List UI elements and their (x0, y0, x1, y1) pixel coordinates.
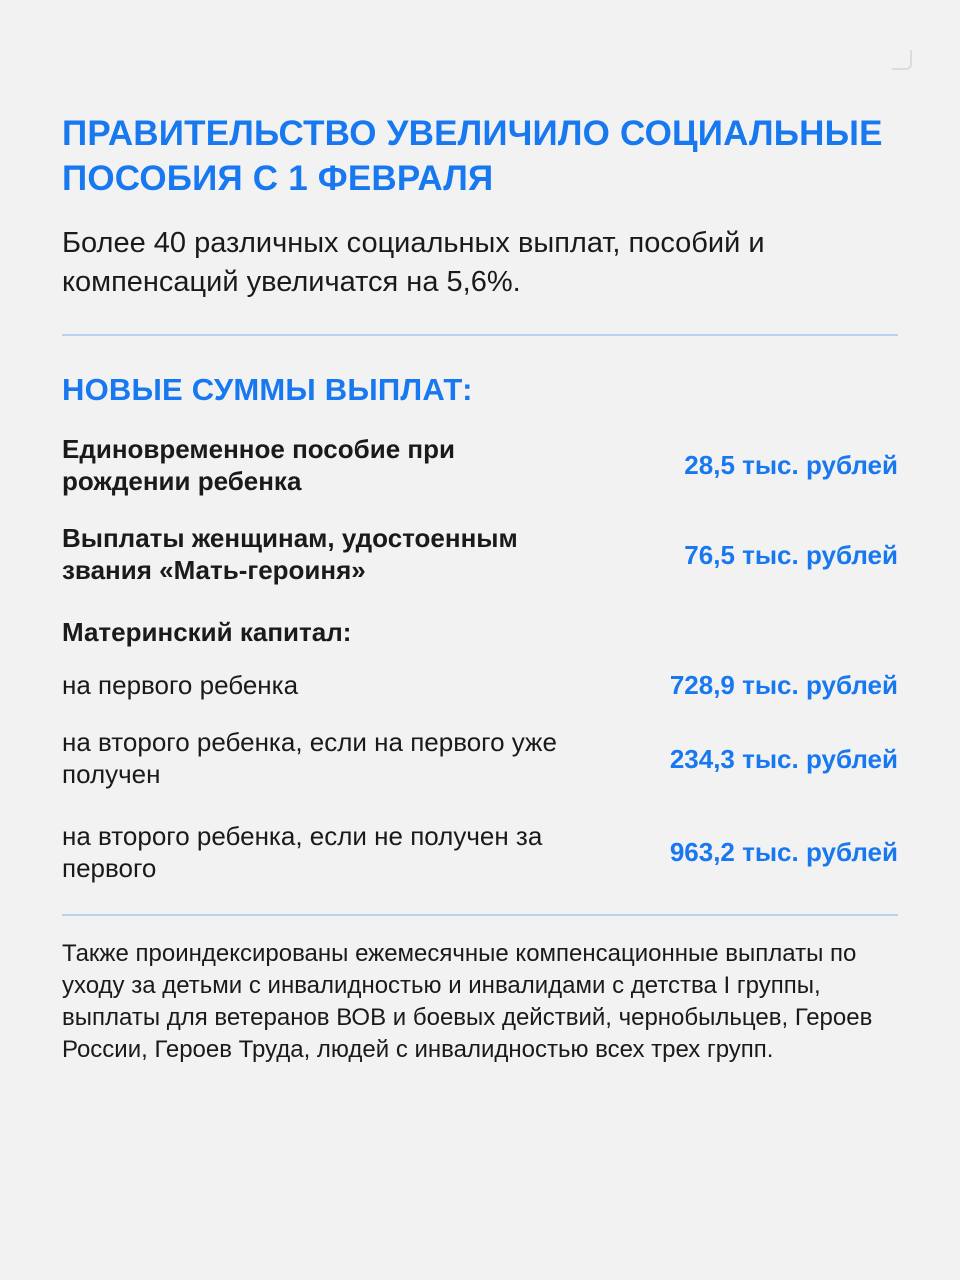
section-title: НОВЫЕ СУММЫ ВЫПЛАТ: (62, 371, 473, 407)
payment-amount: 234,3 тыс. рублей (669, 743, 898, 774)
payment-label: на второго ребенка, если на первого уже получен (62, 727, 557, 790)
payment-label: Выплаты женщинам, удостоенным звания «Мать-героиня» (62, 523, 518, 586)
payment-label: на первого ребенка (62, 669, 299, 700)
list-item (62, 434, 898, 497)
corner-bracket-icon (892, 50, 912, 70)
list-item (62, 727, 898, 790)
payment-label: Единовременное пособие при рождении ребенка (62, 433, 455, 496)
payment-amount: 963,2 тыс. рублей (669, 837, 898, 868)
page-title: ПРАВИТЕЛЬСТВО УВЕЛИЧИЛО СОЦИАЛЬНЫЕ ПОСОБИЯ С 1 ФЕВРАЛЯ (62, 114, 883, 198)
lede-text: Более 40 различных социальных выплат, пособий и компенсаций увеличатся на 5,6%. (62, 226, 765, 298)
payment-amount: 76,5 тыс. рублей (684, 539, 898, 570)
payment-list (62, 434, 898, 884)
footnote-text: Также проиндексированы ежемесячные компенсационные выплаты по уходу за детьми с инвалидностью и инвалидами с детства I группы, выплаты для ветеранов ВОВ и боевых действий, чернобыльцев, Героев России, Героев Труда, людей с инвалидностью всех трех групп. (62, 940, 873, 1064)
list-item (62, 523, 898, 586)
payment-amount: 728,9 тыс. рублей (669, 670, 898, 701)
payment-amount: 28,5 тыс. рублей (684, 450, 898, 481)
list-item (62, 670, 898, 702)
subsection-title: Материнский капитал: (62, 616, 352, 647)
payment-label: на второго ребенка, если не получен за первого (62, 820, 543, 883)
divider-bottom (62, 914, 898, 916)
list-item (62, 821, 898, 884)
